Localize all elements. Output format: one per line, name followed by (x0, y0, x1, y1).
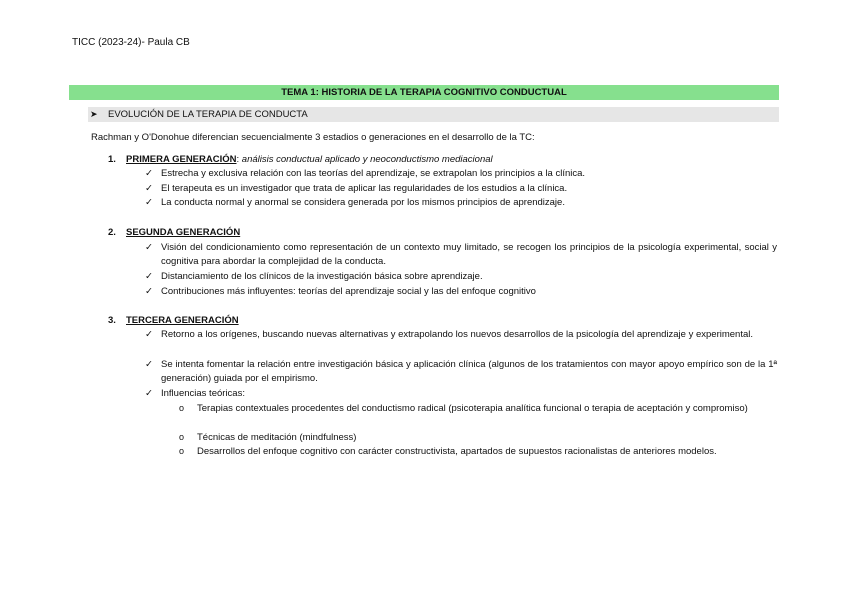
circle-bullet-icon: o (179, 432, 185, 442)
list-item-text: El terapeuta es un investigador que trata de aplicar las regularidades de los estudios a la clínica. (161, 183, 568, 194)
list-item (145, 285, 777, 299)
gen3-number: 3. (108, 315, 116, 326)
section-heading (88, 107, 779, 122)
gen3-name: TERCERA GENERACIÓN (126, 315, 239, 326)
list-item-text: Estrecha y exclusiva relación con las teorías del aprendizaje, se extrapolan los principios a la clínica. (161, 168, 586, 179)
list-item-text: Contribuciones más influyentes: teorías del aprendizaje social y las del enfoque cognitivo (161, 286, 536, 297)
gen1-heading (108, 154, 493, 165)
sub-list-item (179, 445, 777, 459)
sub-list-item-text: Terapias contextuales procedentes del conductismo radical (psicoterapia analítica funcional o terapia de aceptación y compromiso) (197, 403, 748, 414)
gen1-number: 1. (108, 154, 116, 165)
gen2-name: SEGUNDA GENERACIÓN (126, 227, 241, 238)
list-item-text: Retorno a los orígenes, buscando nuevas alternativas y extrapolando los nuevos desarrollos de la psicología del aprendizaje y experimental. (161, 329, 753, 340)
check-icon: ✓ (145, 242, 153, 253)
gen2-number: 2. (108, 227, 116, 238)
list-item-text: Visión del condicionamiento como representación de un contexto muy limitado, se recogen los principios de la psicología experimental, social y cognitiva para abordar la complejidad de la conducta. (161, 242, 777, 267)
list-item (145, 182, 777, 196)
list-item-text: Influencias teóricas: (161, 388, 245, 399)
list-item (145, 167, 777, 181)
check-icon: ✓ (145, 286, 153, 297)
check-icon: ✓ (145, 271, 153, 282)
list-item-text: La conducta normal y anormal se considera generada por los mismos principios de aprendizaje. (161, 197, 565, 208)
check-icon: ✓ (145, 168, 153, 179)
list-item (145, 387, 777, 401)
list-item (145, 196, 777, 210)
arrow-bullet-icon: ➤ (90, 109, 98, 119)
gen2-heading (108, 227, 240, 238)
gen1-name: PRIMERA GENERACIÓN (126, 154, 237, 165)
sub-list-item-text: Técnicas de meditación (mindfulness) (197, 432, 357, 443)
list-item-text: Se intenta fomentar la relación entre investigación básica y aplicación clínica (algunos de los tratamientos con mayor apoyo empírico son de la 1ª generación) guiada por el empirismo. (161, 359, 777, 384)
list-item (145, 241, 777, 269)
page-header: TICC (2023-24)- Paula CB (72, 37, 190, 48)
list-item (145, 328, 777, 342)
check-icon: ✓ (145, 388, 153, 399)
sub-list-item (179, 402, 777, 416)
intro-paragraph: Rachman y O'Donohue diferencian secuencialmente 3 estadios o generaciones en el desarrollo de la TC: (91, 132, 535, 143)
check-icon: ✓ (145, 359, 153, 370)
sub-list-item (179, 431, 777, 445)
circle-bullet-icon: o (179, 403, 185, 413)
list-item (145, 358, 777, 386)
list-item (145, 270, 777, 284)
gen1-description: análisis conductual aplicado y neoconductismo mediacional (241, 154, 493, 165)
circle-bullet-icon: o (179, 446, 185, 456)
gen3-heading (108, 315, 239, 326)
gen1-separator: : (236, 154, 242, 165)
check-icon: ✓ (145, 183, 153, 194)
sub-list-item-text: Desarrollos del enfoque cognitivo con carácter constructivista, apartados de supuestos racionalistas de anteriores modelos. (197, 446, 717, 457)
topic-title: TEMA 1: HISTORIA DE LA TERAPIA COGNITIVO CONDUCTUAL (69, 85, 779, 100)
section-label: EVOLUCIÓN DE LA TERAPIA DE CONDUCTA (108, 109, 308, 120)
list-item-text: Distanciamiento de los clínicos de la investigación básica sobre aprendizaje. (161, 271, 483, 282)
check-icon: ✓ (145, 197, 153, 208)
check-icon: ✓ (145, 329, 153, 340)
